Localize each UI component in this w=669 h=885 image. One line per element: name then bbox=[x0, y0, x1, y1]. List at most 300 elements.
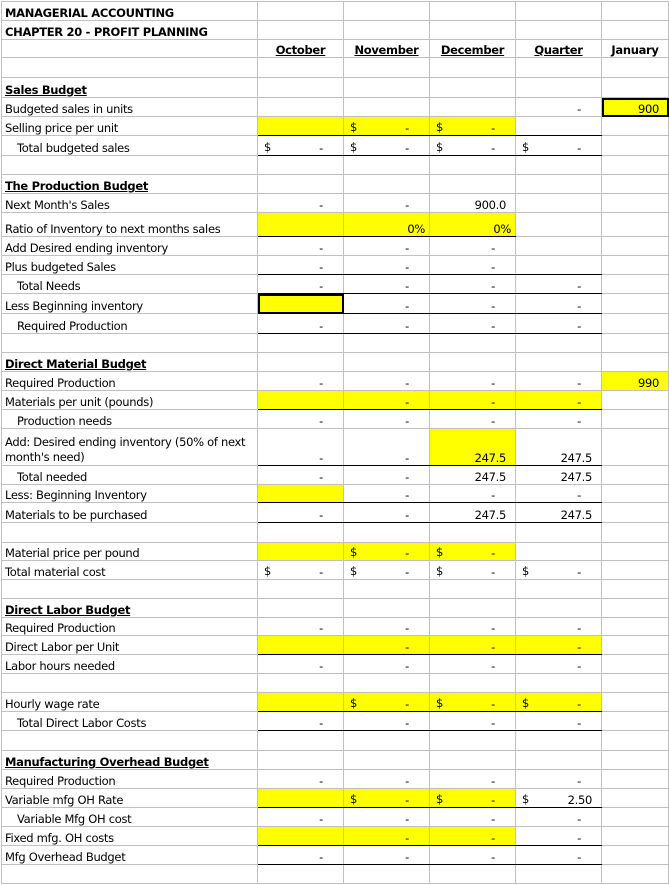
cell-january[interactable] bbox=[602, 618, 669, 636]
cell-december[interactable] bbox=[430, 674, 516, 693]
row-label[interactable] bbox=[2, 156, 258, 175]
cell-october[interactable] bbox=[258, 543, 344, 561]
cell-quarter[interactable] bbox=[516, 561, 602, 580]
cell-january[interactable] bbox=[602, 827, 669, 846]
cell-value: - bbox=[577, 395, 581, 409]
cell-december[interactable] bbox=[430, 117, 516, 136]
row-label[interactable]: Less Beginning inventory bbox=[2, 294, 258, 314]
cell-november[interactable] bbox=[344, 466, 430, 485]
cell-november[interactable] bbox=[344, 194, 430, 213]
cell-november[interactable] bbox=[344, 865, 430, 884]
cell-quarter[interactable] bbox=[516, 58, 602, 78]
cell-october[interactable] bbox=[258, 770, 344, 789]
cell-november[interactable] bbox=[344, 712, 430, 731]
cell-december[interactable] bbox=[430, 543, 516, 561]
cell-quarter[interactable] bbox=[516, 410, 602, 429]
cell-october[interactable] bbox=[258, 523, 344, 543]
sheet-row bbox=[2, 275, 669, 294]
cell-quarter[interactable] bbox=[516, 294, 602, 314]
cell-december[interactable] bbox=[430, 334, 516, 353]
cell-quarter[interactable] bbox=[516, 543, 602, 561]
cell-november[interactable] bbox=[344, 655, 430, 674]
cell-january[interactable] bbox=[602, 466, 669, 485]
cell-january[interactable] bbox=[602, 789, 669, 808]
cell-january[interactable] bbox=[602, 237, 669, 256]
cell-january[interactable] bbox=[602, 561, 669, 580]
row-label[interactable]: Add: Desired ending inventory (50% of next month's need) bbox=[2, 429, 258, 466]
cell-october[interactable] bbox=[258, 391, 344, 410]
cell-quarter[interactable] bbox=[516, 846, 602, 865]
cell-december[interactable] bbox=[430, 485, 516, 503]
sheet-row bbox=[2, 693, 669, 712]
cell-value: - bbox=[319, 659, 323, 673]
cell-november[interactable] bbox=[344, 599, 430, 618]
row-label[interactable]: Production needs bbox=[2, 410, 258, 429]
column-header-label: January bbox=[611, 43, 659, 57]
cell-november[interactable] bbox=[344, 237, 430, 256]
cell-quarter[interactable] bbox=[516, 599, 602, 618]
cell-november[interactable] bbox=[344, 353, 430, 372]
cell-december[interactable] bbox=[430, 618, 516, 636]
cell-value: - bbox=[491, 299, 495, 313]
cell-january[interactable] bbox=[602, 429, 669, 466]
cell-quarter[interactable] bbox=[516, 466, 602, 485]
cell-november[interactable] bbox=[344, 391, 430, 410]
cell-value: - bbox=[577, 716, 581, 730]
cell-january[interactable] bbox=[602, 2, 669, 21]
cell-value: - bbox=[491, 774, 495, 788]
cell-november[interactable] bbox=[344, 580, 430, 599]
row-label[interactable]: Direct Labor per Unit bbox=[2, 636, 258, 655]
cell-november[interactable] bbox=[344, 731, 430, 751]
cell-october[interactable] bbox=[258, 2, 344, 21]
section-heading[interactable]: Direct Material Budget bbox=[2, 353, 258, 372]
cell-october[interactable] bbox=[258, 712, 344, 731]
cell-quarter[interactable] bbox=[516, 789, 602, 808]
cell-december[interactable] bbox=[430, 353, 516, 372]
sheet-row bbox=[2, 40, 669, 58]
sheet-title[interactable]: CHAPTER 20 - PROFIT PLANNING bbox=[2, 21, 258, 40]
cell-quarter[interactable] bbox=[516, 175, 602, 194]
cell-quarter[interactable] bbox=[516, 770, 602, 789]
cell-december[interactable] bbox=[430, 194, 516, 213]
cell-october[interactable] bbox=[258, 693, 344, 712]
row-label[interactable]: Materials to be purchased bbox=[2, 503, 258, 523]
cell-january[interactable] bbox=[602, 731, 669, 751]
row-label[interactable]: Plus budgeted Sales bbox=[2, 256, 258, 275]
row-label[interactable] bbox=[2, 731, 258, 751]
row-label[interactable]: Variable mfg OH Rate bbox=[2, 789, 258, 808]
column-header-january[interactable] bbox=[602, 40, 669, 58]
cell-november[interactable] bbox=[344, 789, 430, 808]
cell-quarter[interactable] bbox=[516, 674, 602, 693]
cell-december[interactable] bbox=[430, 503, 516, 523]
row-label[interactable]: Budgeted sales in units bbox=[2, 98, 258, 117]
cell-value: - bbox=[319, 319, 323, 333]
cell-october[interactable] bbox=[258, 751, 344, 770]
row-label[interactable]: Less: Beginning Inventory bbox=[2, 485, 258, 503]
cell-january[interactable] bbox=[602, 372, 669, 391]
cell-december[interactable] bbox=[430, 98, 516, 117]
cell-december[interactable] bbox=[430, 314, 516, 334]
cell-november[interactable] bbox=[344, 846, 430, 865]
row-label[interactable] bbox=[2, 58, 258, 78]
cell-january[interactable] bbox=[602, 410, 669, 429]
cell-october[interactable] bbox=[258, 78, 344, 98]
cell-quarter[interactable] bbox=[516, 618, 602, 636]
cell-quarter[interactable] bbox=[516, 136, 602, 156]
cell-october[interactable] bbox=[258, 334, 344, 353]
column-header-november[interactable] bbox=[344, 40, 430, 58]
cell-october[interactable] bbox=[258, 213, 344, 237]
cell-october[interactable] bbox=[258, 789, 344, 808]
cell-november[interactable] bbox=[344, 808, 430, 827]
cell-january[interactable] bbox=[602, 865, 669, 884]
cell-quarter[interactable] bbox=[516, 636, 602, 655]
cell-october[interactable] bbox=[258, 466, 344, 485]
cell-quarter[interactable] bbox=[516, 391, 602, 410]
row-label[interactable] bbox=[2, 674, 258, 693]
cell-value: 247.5 bbox=[560, 451, 592, 465]
cell-quarter[interactable] bbox=[516, 429, 602, 466]
cell-october[interactable] bbox=[258, 275, 344, 294]
row-label[interactable]: Hourly wage rate bbox=[2, 693, 258, 712]
cell-january[interactable] bbox=[602, 655, 669, 674]
cell-october[interactable] bbox=[258, 372, 344, 391]
currency-symbol: $ bbox=[436, 564, 444, 578]
cell-quarter[interactable] bbox=[516, 865, 602, 884]
cell-january[interactable] bbox=[602, 58, 669, 78]
cell-december[interactable] bbox=[430, 846, 516, 865]
cell-october[interactable] bbox=[258, 429, 344, 466]
cell-december[interactable] bbox=[430, 256, 516, 275]
cell-october[interactable] bbox=[258, 21, 344, 40]
column-header-october[interactable] bbox=[258, 40, 344, 58]
cell-november[interactable] bbox=[344, 372, 430, 391]
cell-quarter[interactable] bbox=[516, 523, 602, 543]
cell-quarter[interactable] bbox=[516, 580, 602, 599]
cell-november[interactable] bbox=[344, 136, 430, 156]
cell-value: 900.0 bbox=[474, 198, 506, 212]
sheet-row bbox=[2, 391, 669, 410]
cell-november[interactable] bbox=[344, 334, 430, 353]
cell-january[interactable] bbox=[602, 846, 669, 865]
cell-november[interactable] bbox=[344, 751, 430, 770]
cell-value: - bbox=[319, 376, 323, 390]
cell-january[interactable] bbox=[602, 808, 669, 827]
cell-october[interactable] bbox=[258, 808, 344, 827]
cell-quarter[interactable] bbox=[516, 117, 602, 136]
cell-december[interactable] bbox=[430, 429, 516, 466]
cell-quarter[interactable] bbox=[516, 655, 602, 674]
cell-november[interactable] bbox=[344, 58, 430, 78]
sheet-row bbox=[2, 618, 669, 636]
cell-november[interactable] bbox=[344, 618, 430, 636]
cell-december[interactable] bbox=[430, 21, 516, 40]
cell-january[interactable] bbox=[602, 78, 669, 98]
cell-january[interactable] bbox=[602, 391, 669, 410]
cell-january[interactable] bbox=[602, 693, 669, 712]
cell-december[interactable] bbox=[430, 523, 516, 543]
currency-symbol: $ bbox=[436, 792, 444, 806]
cell-december[interactable] bbox=[430, 731, 516, 751]
row-label[interactable]: Fixed mfg. OH costs bbox=[2, 827, 258, 846]
row-label[interactable]: Total Needs bbox=[2, 275, 258, 294]
sheet-row bbox=[2, 213, 669, 237]
cell-october[interactable] bbox=[258, 674, 344, 693]
cell-january[interactable] bbox=[602, 636, 669, 655]
cell-october[interactable] bbox=[258, 865, 344, 884]
cell-october[interactable] bbox=[258, 561, 344, 580]
cell-november[interactable] bbox=[344, 429, 430, 466]
cell-january[interactable] bbox=[602, 275, 669, 294]
cell-quarter[interactable] bbox=[516, 503, 602, 523]
cell-january[interactable] bbox=[602, 334, 669, 353]
cell-november[interactable] bbox=[344, 156, 430, 175]
cell-december[interactable] bbox=[430, 2, 516, 21]
row-label[interactable] bbox=[2, 334, 258, 353]
cell-quarter[interactable] bbox=[516, 2, 602, 21]
cell-january[interactable] bbox=[602, 523, 669, 543]
cell-december[interactable] bbox=[430, 410, 516, 429]
sheet-row bbox=[2, 314, 669, 334]
column-header-quarter[interactable] bbox=[516, 40, 602, 58]
cell-november[interactable] bbox=[344, 294, 430, 314]
cell-october[interactable] bbox=[258, 846, 344, 865]
cell-value: - bbox=[319, 141, 323, 155]
row-label[interactable] bbox=[2, 523, 258, 543]
cell-january[interactable] bbox=[602, 294, 669, 314]
cell-quarter[interactable] bbox=[516, 156, 602, 175]
cell-quarter[interactable] bbox=[516, 693, 602, 712]
cell-november[interactable] bbox=[344, 523, 430, 543]
sheet-row bbox=[2, 156, 669, 175]
cell-december[interactable] bbox=[430, 466, 516, 485]
cell-december[interactable] bbox=[430, 275, 516, 294]
cell-november[interactable] bbox=[344, 693, 430, 712]
section-heading[interactable]: Sales Budget bbox=[2, 78, 258, 98]
cell-quarter[interactable] bbox=[516, 21, 602, 40]
cell-november[interactable] bbox=[344, 21, 430, 40]
cell-december[interactable] bbox=[430, 372, 516, 391]
row-label[interactable]: Total needed bbox=[2, 466, 258, 485]
cell-december[interactable] bbox=[430, 655, 516, 674]
cell-quarter[interactable] bbox=[516, 98, 602, 117]
row-label[interactable]: Labor hours needed bbox=[2, 655, 258, 674]
cell-november[interactable] bbox=[344, 561, 430, 580]
row-label[interactable] bbox=[2, 40, 258, 58]
cell-january[interactable] bbox=[602, 751, 669, 770]
cell-december[interactable] bbox=[430, 237, 516, 256]
cell-december[interactable] bbox=[430, 712, 516, 731]
row-label[interactable] bbox=[2, 580, 258, 599]
cell-december[interactable] bbox=[430, 599, 516, 618]
cell-october[interactable] bbox=[258, 98, 344, 117]
row-label[interactable]: Add Desired ending inventory bbox=[2, 237, 258, 256]
cell-november[interactable] bbox=[344, 485, 430, 503]
cell-november[interactable] bbox=[344, 503, 430, 523]
cell-quarter[interactable] bbox=[516, 712, 602, 731]
cell-january[interactable] bbox=[602, 712, 669, 731]
cell-december[interactable] bbox=[430, 693, 516, 712]
cell-january[interactable] bbox=[602, 674, 669, 693]
cell-december[interactable] bbox=[430, 808, 516, 827]
cell-november[interactable] bbox=[344, 543, 430, 561]
cell-october[interactable] bbox=[258, 175, 344, 194]
cell-december[interactable] bbox=[430, 751, 516, 770]
cell-october[interactable] bbox=[258, 314, 344, 334]
cell-december[interactable] bbox=[430, 391, 516, 410]
cell-january[interactable] bbox=[602, 353, 669, 372]
cell-november[interactable] bbox=[344, 78, 430, 98]
cell-october[interactable] bbox=[258, 410, 344, 429]
cell-october[interactable] bbox=[258, 580, 344, 599]
cell-december[interactable] bbox=[430, 561, 516, 580]
cell-october[interactable] bbox=[258, 194, 344, 213]
cell-january[interactable] bbox=[602, 156, 669, 175]
cell-quarter[interactable] bbox=[516, 334, 602, 353]
cell-quarter[interactable] bbox=[516, 353, 602, 372]
row-label[interactable]: Total budgeted sales bbox=[2, 136, 258, 156]
cell-january[interactable] bbox=[602, 98, 669, 117]
cell-december[interactable] bbox=[430, 213, 516, 237]
cell-quarter[interactable] bbox=[516, 485, 602, 503]
row-label[interactable]: Selling price per unit bbox=[2, 117, 258, 136]
cell-quarter[interactable] bbox=[516, 78, 602, 98]
cell-quarter[interactable] bbox=[516, 372, 602, 391]
cell-december[interactable] bbox=[430, 78, 516, 98]
cell-value: - bbox=[405, 260, 409, 274]
cell-december[interactable] bbox=[430, 136, 516, 156]
cell-october[interactable] bbox=[258, 353, 344, 372]
cell-value: - bbox=[491, 546, 495, 560]
cell-december[interactable] bbox=[430, 789, 516, 808]
cell-value: - bbox=[491, 260, 495, 274]
cell-october[interactable] bbox=[258, 503, 344, 523]
section-heading[interactable]: The Production Budget bbox=[2, 175, 258, 194]
cell-november[interactable] bbox=[344, 275, 430, 294]
cell-quarter[interactable] bbox=[516, 275, 602, 294]
cell-october[interactable] bbox=[258, 731, 344, 751]
cell-value: - bbox=[405, 395, 409, 409]
cell-october[interactable] bbox=[258, 636, 344, 655]
cell-quarter[interactable] bbox=[516, 731, 602, 751]
cell-quarter[interactable] bbox=[516, 256, 602, 275]
cell-value: - bbox=[577, 141, 581, 155]
cell-december[interactable] bbox=[430, 294, 516, 314]
row-label[interactable]: Mfg Overhead Budget bbox=[2, 846, 258, 865]
cell-november[interactable] bbox=[344, 770, 430, 789]
cell-january[interactable] bbox=[602, 117, 669, 136]
cell-december[interactable] bbox=[430, 580, 516, 599]
sheet-title[interactable]: MANAGERIAL ACCOUNTING bbox=[2, 2, 258, 21]
row-label[interactable]: Required Production bbox=[2, 770, 258, 789]
cell-quarter[interactable] bbox=[516, 314, 602, 334]
row-label[interactable]: Required Production bbox=[2, 618, 258, 636]
cell-january[interactable] bbox=[602, 503, 669, 523]
cell-october[interactable] bbox=[258, 655, 344, 674]
row-label[interactable]: Variable Mfg OH cost bbox=[2, 808, 258, 827]
row-label[interactable]: Total Direct Labor Costs bbox=[2, 712, 258, 731]
cell-november[interactable] bbox=[344, 213, 430, 237]
cell-october[interactable] bbox=[258, 58, 344, 78]
cell-december[interactable] bbox=[430, 636, 516, 655]
cell-october[interactable] bbox=[258, 256, 344, 275]
row-label[interactable]: Next Month's Sales bbox=[2, 194, 258, 213]
cell-january[interactable] bbox=[602, 136, 669, 156]
row-label[interactable]: Ratio of Inventory to next months sales bbox=[2, 213, 258, 237]
cell-january[interactable] bbox=[602, 213, 669, 237]
cell-december[interactable] bbox=[430, 156, 516, 175]
column-header-december[interactable] bbox=[430, 40, 516, 58]
cell-november[interactable] bbox=[344, 117, 430, 136]
cell-october[interactable] bbox=[258, 599, 344, 618]
cell-quarter[interactable] bbox=[516, 213, 602, 237]
section-heading[interactable]: Direct Labor Budget bbox=[2, 599, 258, 618]
cell-october[interactable] bbox=[258, 136, 344, 156]
cell-value: - bbox=[491, 319, 495, 333]
cell-quarter[interactable] bbox=[516, 827, 602, 846]
cell-quarter[interactable] bbox=[516, 751, 602, 770]
cell-january[interactable] bbox=[602, 485, 669, 503]
cell-october[interactable] bbox=[258, 294, 344, 314]
cell-october[interactable] bbox=[258, 618, 344, 636]
cell-october[interactable] bbox=[258, 827, 344, 846]
cell-october[interactable] bbox=[258, 237, 344, 256]
row-label[interactable]: Material price per pound bbox=[2, 543, 258, 561]
cell-december[interactable] bbox=[430, 58, 516, 78]
cell-value: 2.50 bbox=[567, 793, 592, 807]
cell-november[interactable] bbox=[344, 410, 430, 429]
cell-december[interactable] bbox=[430, 865, 516, 884]
row-label[interactable]: Materials per unit (pounds) bbox=[2, 391, 258, 410]
cell-december[interactable] bbox=[430, 175, 516, 194]
row-label[interactable]: Total material cost bbox=[2, 561, 258, 580]
sheet-row bbox=[2, 410, 669, 429]
cell-october[interactable] bbox=[258, 117, 344, 136]
cell-november[interactable] bbox=[344, 314, 430, 334]
row-label[interactable] bbox=[2, 865, 258, 884]
section-heading[interactable]: Manufacturing Overhead Budget bbox=[2, 751, 258, 770]
cell-november[interactable] bbox=[344, 827, 430, 846]
cell-value: - bbox=[491, 640, 495, 654]
cell-january[interactable] bbox=[602, 599, 669, 618]
cell-december[interactable] bbox=[430, 827, 516, 846]
cell-october[interactable] bbox=[258, 485, 344, 503]
cell-november[interactable] bbox=[344, 636, 430, 655]
row-label[interactable]: Required Production bbox=[2, 314, 258, 334]
cell-january[interactable] bbox=[602, 256, 669, 275]
cell-december[interactable] bbox=[430, 770, 516, 789]
cell-january[interactable] bbox=[602, 314, 669, 334]
cell-january[interactable] bbox=[602, 770, 669, 789]
cell-january[interactable] bbox=[602, 194, 669, 213]
cell-january[interactable] bbox=[602, 21, 669, 40]
cell-november[interactable] bbox=[344, 175, 430, 194]
cell-january[interactable] bbox=[602, 543, 669, 561]
cell-quarter[interactable] bbox=[516, 194, 602, 213]
cell-quarter[interactable] bbox=[516, 808, 602, 827]
cell-january[interactable] bbox=[602, 580, 669, 599]
cell-october[interactable] bbox=[258, 156, 344, 175]
cell-january[interactable] bbox=[602, 175, 669, 194]
cell-november[interactable] bbox=[344, 98, 430, 117]
row-label[interactable]: Required Production bbox=[2, 372, 258, 391]
cell-november[interactable] bbox=[344, 256, 430, 275]
cell-november[interactable] bbox=[344, 2, 430, 21]
cell-quarter[interactable] bbox=[516, 237, 602, 256]
cell-november[interactable] bbox=[344, 674, 430, 693]
